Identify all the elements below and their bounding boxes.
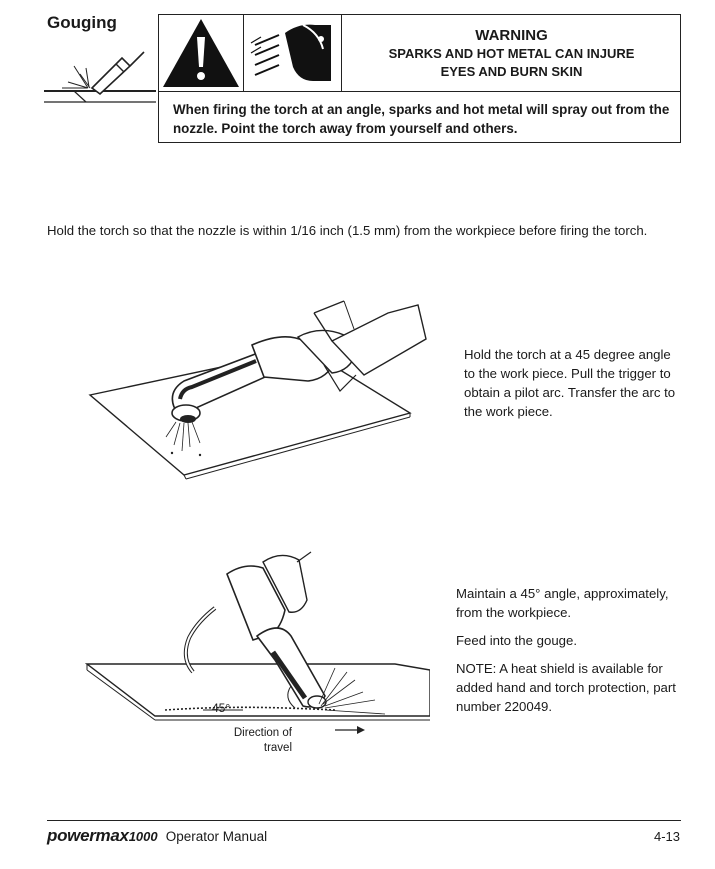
hazard-cell xyxy=(159,15,244,91)
section-title: Gouging xyxy=(47,13,117,32)
angle-label: 45° xyxy=(212,701,231,715)
warning-title: WARNING xyxy=(475,27,548,44)
direction-of-travel-label: Direction of travel xyxy=(233,727,292,754)
brand-model: 1000 xyxy=(128,829,158,844)
warning-body: When firing the torch at an angle, sparks and hot metal will spray out from the nozzle. Point the torch away from yourself and others. xyxy=(173,102,670,136)
intro-paragraph: Hold the torch so that the nozzle is within 1/16 inch (1.5 mm) from the workpiece before firing the torch. xyxy=(47,223,648,238)
warning-subtitle-line2: EYES AND BURN SKIN xyxy=(440,64,583,79)
torch-angle-illustration xyxy=(88,295,428,485)
warning-box xyxy=(158,14,681,143)
gouging-icon xyxy=(44,44,156,108)
page-number: 4-13 xyxy=(653,829,680,844)
warning-triangle-icon xyxy=(159,15,243,91)
figure1-caption: Hold the torch at a 45 degree angle to the work piece. Pull the trigger to obtain a pilot arc. Transfer the arc to the work piece. xyxy=(464,347,676,419)
figure2-caption-note: NOTE: A heat shield is available for added hand and torch protection, part number 220049. xyxy=(456,661,676,714)
figure2-caption xyxy=(456,584,686,725)
footer-brand xyxy=(47,826,267,846)
figure2-caption-feed: Feed into the gouge. xyxy=(456,633,577,648)
sparks-face-shield-icon xyxy=(243,15,341,91)
manual-title: Operator Manual xyxy=(165,829,268,844)
face-shield-cell xyxy=(243,15,342,91)
warning-heading xyxy=(349,27,674,81)
footer-rule xyxy=(47,820,681,821)
warning-subtitle-line1: SPARKS AND HOT METAL CAN INJURE xyxy=(388,46,635,61)
brand-name: powermax xyxy=(47,826,129,845)
figure2-caption-angle: Maintain a 45° angle, approximately, from the workpiece. xyxy=(456,586,669,620)
warning-divider xyxy=(159,91,680,92)
